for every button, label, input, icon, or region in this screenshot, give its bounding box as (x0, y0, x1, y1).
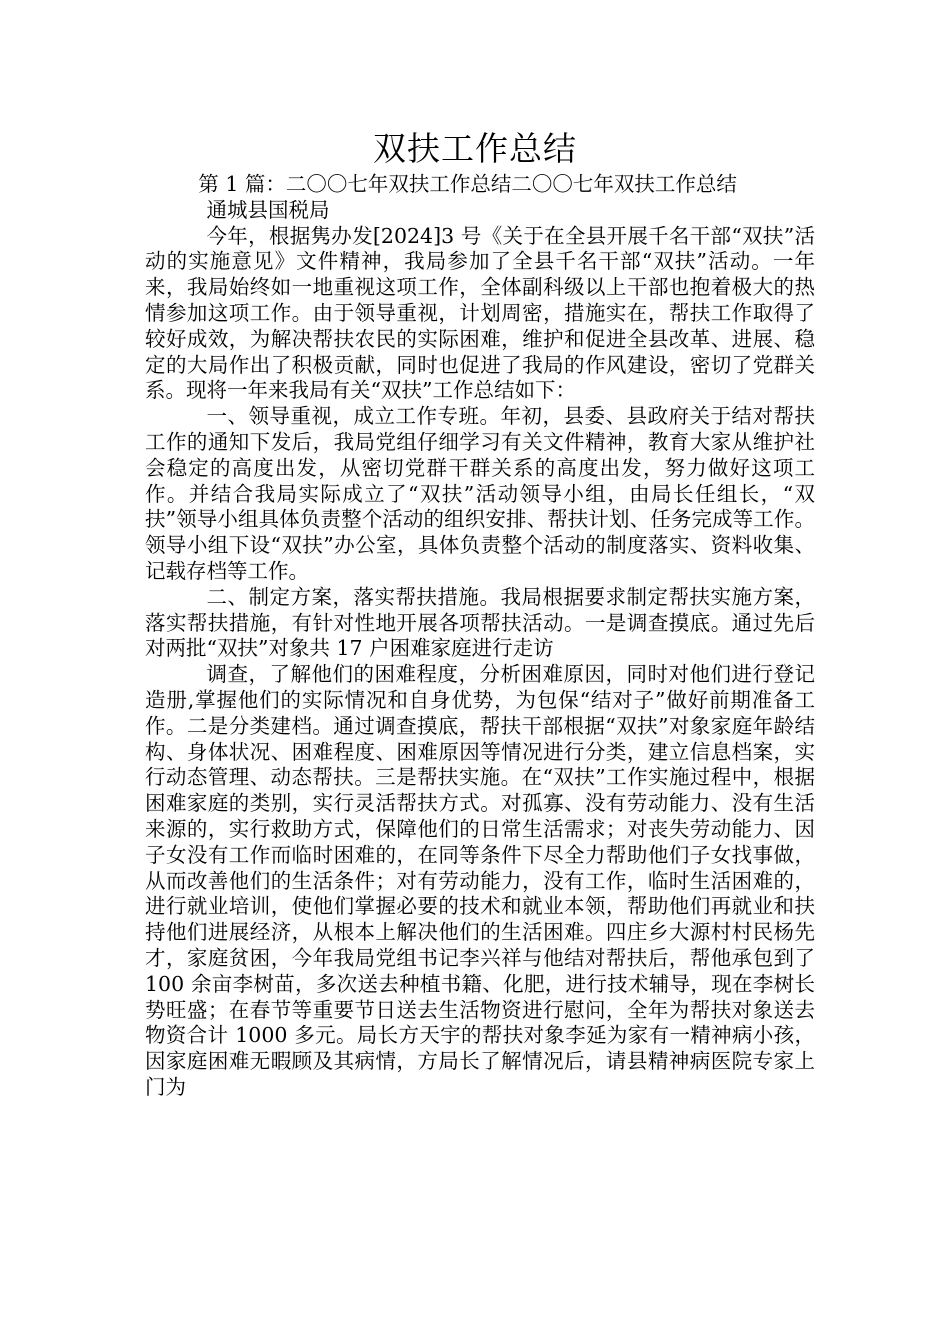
author-line: 通城县国税局 (206, 197, 330, 222)
paragraph-continuation: 调查，了解他们的困难程度，分析困难原因，同时对他们进行登记造册,掌握他们的实际情况和自身优势，为包保“结对子”做好前期准备工作。二是分类建档。通过调查摸底，帮扶干部根据“双扶”对象家庭年龄结构、身体状况、困难程度、困难原因等情况进行分类，建立信息档案，实行动态管理、动态帮扶。三是帮扶实施。在“双扶”工作实施过程中，根据困难家庭的类别，实行灵活帮扶方式。对孤寡、没有劳动能力、没有生活来源的，实行救助方式，保障他们的日常生活需求；对丧失劳动能力、因子女没有工作而临时困难的，在同等条件下尽全力帮助他们子女找事做，从而改善他们的生活条件；对有劳动能力，没有工作，临时生活困难的，进行就业培训，使他们掌握必要的技术和就业本领，帮助他们再就业和扶持他们进展经济，从根本上解决他们的生活困难。四庄乡大源村村民杨先才，家庭贫困，今年我局党组书记李兴祥与他结对帮扶后，帮他承包到了 100 余亩李树苗，多次送去种植书籍、化肥，进行技术辅导，现在李树长势旺盛；在春节等重要节日送去生活物资进行慰问，全年为帮扶对象送去物资合计 1000 多元。局长方天宇的帮扶对象李延为家有一精神病小孩，因家庭困难无暇顾及其病情，方局长了解情况后，请县精神病医院专家上门为 (145, 662, 815, 1099)
paragraph-section-1: 一、领导重视，成立工作专班。年初，县委、县政府关于结对帮扶工作的通知下发后，我局党组仔细学习有关文件精神，教育大家从维护社会稳定的高度出发，从密切党群干群关系的高度出发，努力做好这项工作。并结合我局实际成立了“双扶”活动领导小组，由局长任组长，“双扶”领导小组具体负责整个活动的组织安排、帮扶计划、任务完成等工作。领导小组下设“双扶”办公室，具体负责整个活动的制度落实、资料收集、记载存档等工作。 (145, 404, 815, 583)
document-body (145, 172, 815, 1101)
chapter-heading: 第 1 篇：二〇〇七年双扶工作总结二〇〇七年双扶工作总结 (198, 172, 737, 196)
paragraph-intro: 今年，根据隽办发[2024]3 号《关于在全县开展千名干部“双扶”活动的实施意见》文件精神，我局参加了全县千名干部“双扶”活动。一年来，我局始终如一地重视这项工作，全体副科级以上干部也抱着极大的热情参加这项工作。由于领导重视，计划周密，措施实在，帮扶工作取得了较好成效，为解决帮扶农民的实际困难，维护和促进全县改革、进展、稳定的大局作出了积极贡献，同时也促进了我局的作风建设，密切了党群关系。现将一年来我局有关“双扶”工作总结如下： (145, 223, 815, 403)
paragraph-section-2: 二、制定方案，落实帮扶措施。我局根据要求制定帮扶实施方案，落实帮扶措施，有针对性地开展各项帮扶活动。一是调查摸底。通过先后对两批“双扶”对象共 17 户困难家庭进行走访 (145, 584, 815, 661)
document-title: 双扶工作总结 (373, 129, 577, 168)
